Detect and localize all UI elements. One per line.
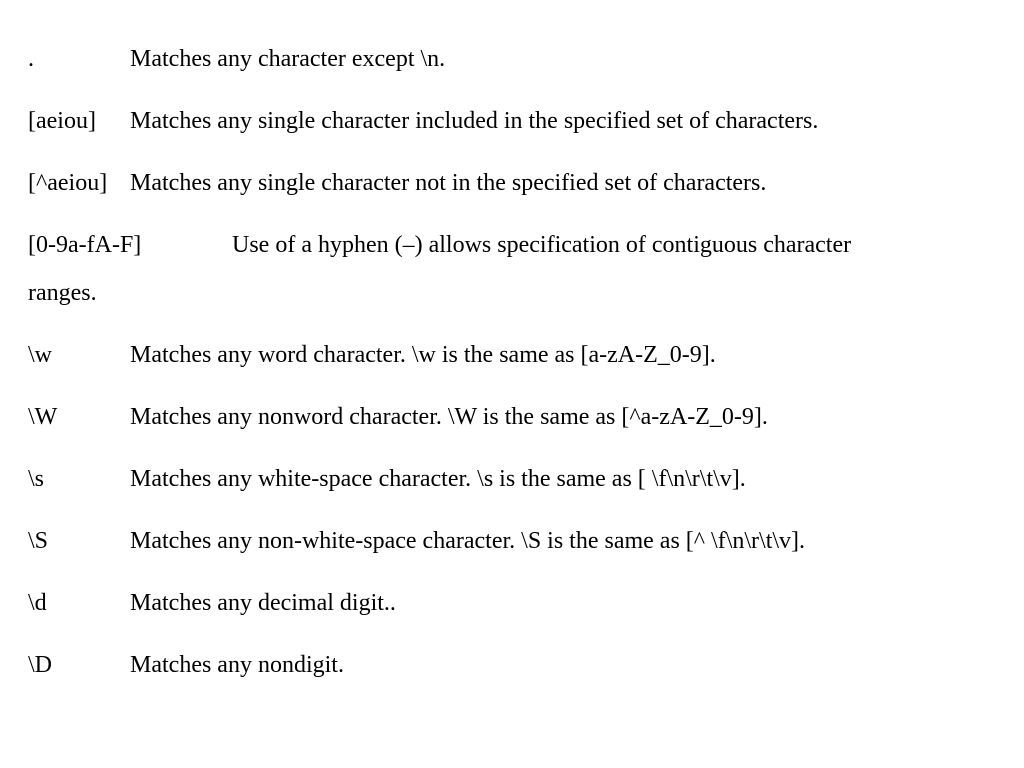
entry-term: [0-9a-fA-F] [28, 232, 142, 258]
entry-term: \S [28, 528, 49, 554]
entry-description: Matches any nondigit. [130, 652, 344, 678]
entry-term: \D [28, 652, 52, 678]
entry-description: Matches any single character included in the specified set of characters. [130, 108, 819, 134]
entry-term: \W [28, 404, 58, 430]
entry-term: \w [28, 342, 52, 368]
entry-term: . [28, 46, 34, 72]
entry-description: Matches any decimal digit.. [130, 590, 396, 616]
entry-description: Matches any word character. \w is the same as [a-zA-Z_0-9]. [130, 342, 716, 368]
entry-description: Matches any nonword character. \W is the same as [^a-zA-Z_0-9]. [130, 404, 768, 430]
entry-term: \s [28, 466, 45, 492]
entry-description: Matches any character except \n. [130, 46, 446, 72]
entry-description: Matches any white-space character. \s is the same as [ \f\n\r\t\v]. [130, 466, 746, 492]
entry-term: [aeiou] [28, 108, 96, 134]
entry-term: [^aeiou] [28, 170, 108, 196]
entry-description-continuation: ranges. [28, 280, 97, 306]
entry-term: \d [28, 590, 47, 616]
entry-description: Matches any non-white-space character. \S is the same as [^ \f\n\r\t\v]. [130, 528, 806, 554]
entry-description: Use of a hyphen (–) allows specification of contiguous character [232, 232, 852, 258]
entry-description: Matches any single character not in the specified set of characters. [130, 170, 767, 196]
